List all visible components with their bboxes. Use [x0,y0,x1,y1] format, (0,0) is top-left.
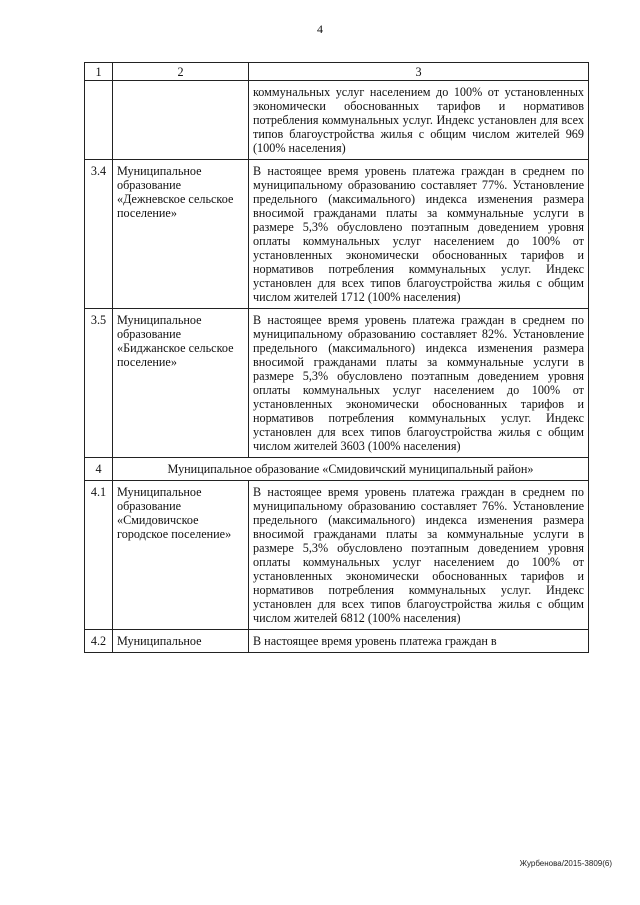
row-number [85,81,113,160]
row-number: 4.2 [85,630,113,653]
municipality-name: Муниципальное образование «Биджанское сельское поселение» [113,309,249,458]
municipality-name [113,81,249,160]
table-row-3-5 [85,309,589,458]
justification-text: В настоящее время уровень платежа граждан в [249,630,589,653]
header-col-1: 1 [85,63,113,81]
table-row-4-1 [85,481,589,630]
justification-text: В настоящее время уровень платежа граждан в среднем по муниципальному образованию составляет 76%. Установление предельного (максимального) индекса изменения размера вносимой гражданами платы за коммунальные услуги в размере 5,3% обусловлено поэтапным доведением уровня оплаты коммунальных услуг населением до 100% от установленных экономически обоснованных тарифов и нормативов потребления коммунальных услуг. Индекс установлен для всех типов благоустройства жилья с общим числом жителей 6812 (100% населения) [249,481,589,630]
municipal-index-table [84,62,589,653]
row-number: 3.5 [85,309,113,458]
justification-text: В настоящее время уровень платежа граждан в среднем по муниципальному образованию составляет 82%. Установление предельного (максимального) индекса изменения размера вносимой гражданами платы за коммунальные услуги в размере 5,3% обусловлено поэтапным доведением уровня оплаты коммунальных услуг населением до 100% от установленных экономически обоснованных тарифов и нормативов потребления коммунальных услуг. Индекс установлен для всех типов благоустройства жилья с общим числом жителей 3603 (100% населения) [249,309,589,458]
table-header-row [85,63,589,81]
row-number: 3.4 [85,160,113,309]
header-col-2: 2 [113,63,249,81]
table-row-continuation [85,81,589,160]
justification-text: коммунальных услуг населением до 100% от установленных экономически обоснованных тарифов и нормативов потребления коммунальных услуг. Индекс установлен для всех типов благоустройства жилья с общим числом жителей 969 (100% населения) [249,81,589,160]
page-number: 4 [317,22,323,36]
section-row-4 [85,458,589,481]
header-col-3: 3 [249,63,589,81]
document-footer-reference: Журбенова/2015-3809(6) [519,859,612,868]
table-row-3-4 [85,160,589,309]
section-number: 4 [85,458,113,481]
row-number: 4.1 [85,481,113,630]
municipality-name: Муниципальное [113,630,249,653]
table-row-4-2 [85,630,589,653]
section-title: Муниципальное образование «Смидовичский муниципальный район» [113,458,589,481]
municipality-name: Муниципальное образование «Дежневское сельское поселение» [113,160,249,309]
municipality-name: Муниципальное образование «Смидовичское городское поселение» [113,481,249,630]
justification-text: В настоящее время уровень платежа граждан в среднем по муниципальному образованию составляет 77%. Установление предельного (максимального) индекса изменения размера вносимой гражданами платы за коммунальные услуги в размере 5,3% обусловлено поэтапным доведением уровня оплаты коммунальных услуг населением до 100% от установленных экономически обоснованных тарифов и нормативов потребления коммунальных услуг. Индекс установлен для всех типов благоустройства жилья с общим числом жителей 1712 (100% населения) [249,160,589,309]
